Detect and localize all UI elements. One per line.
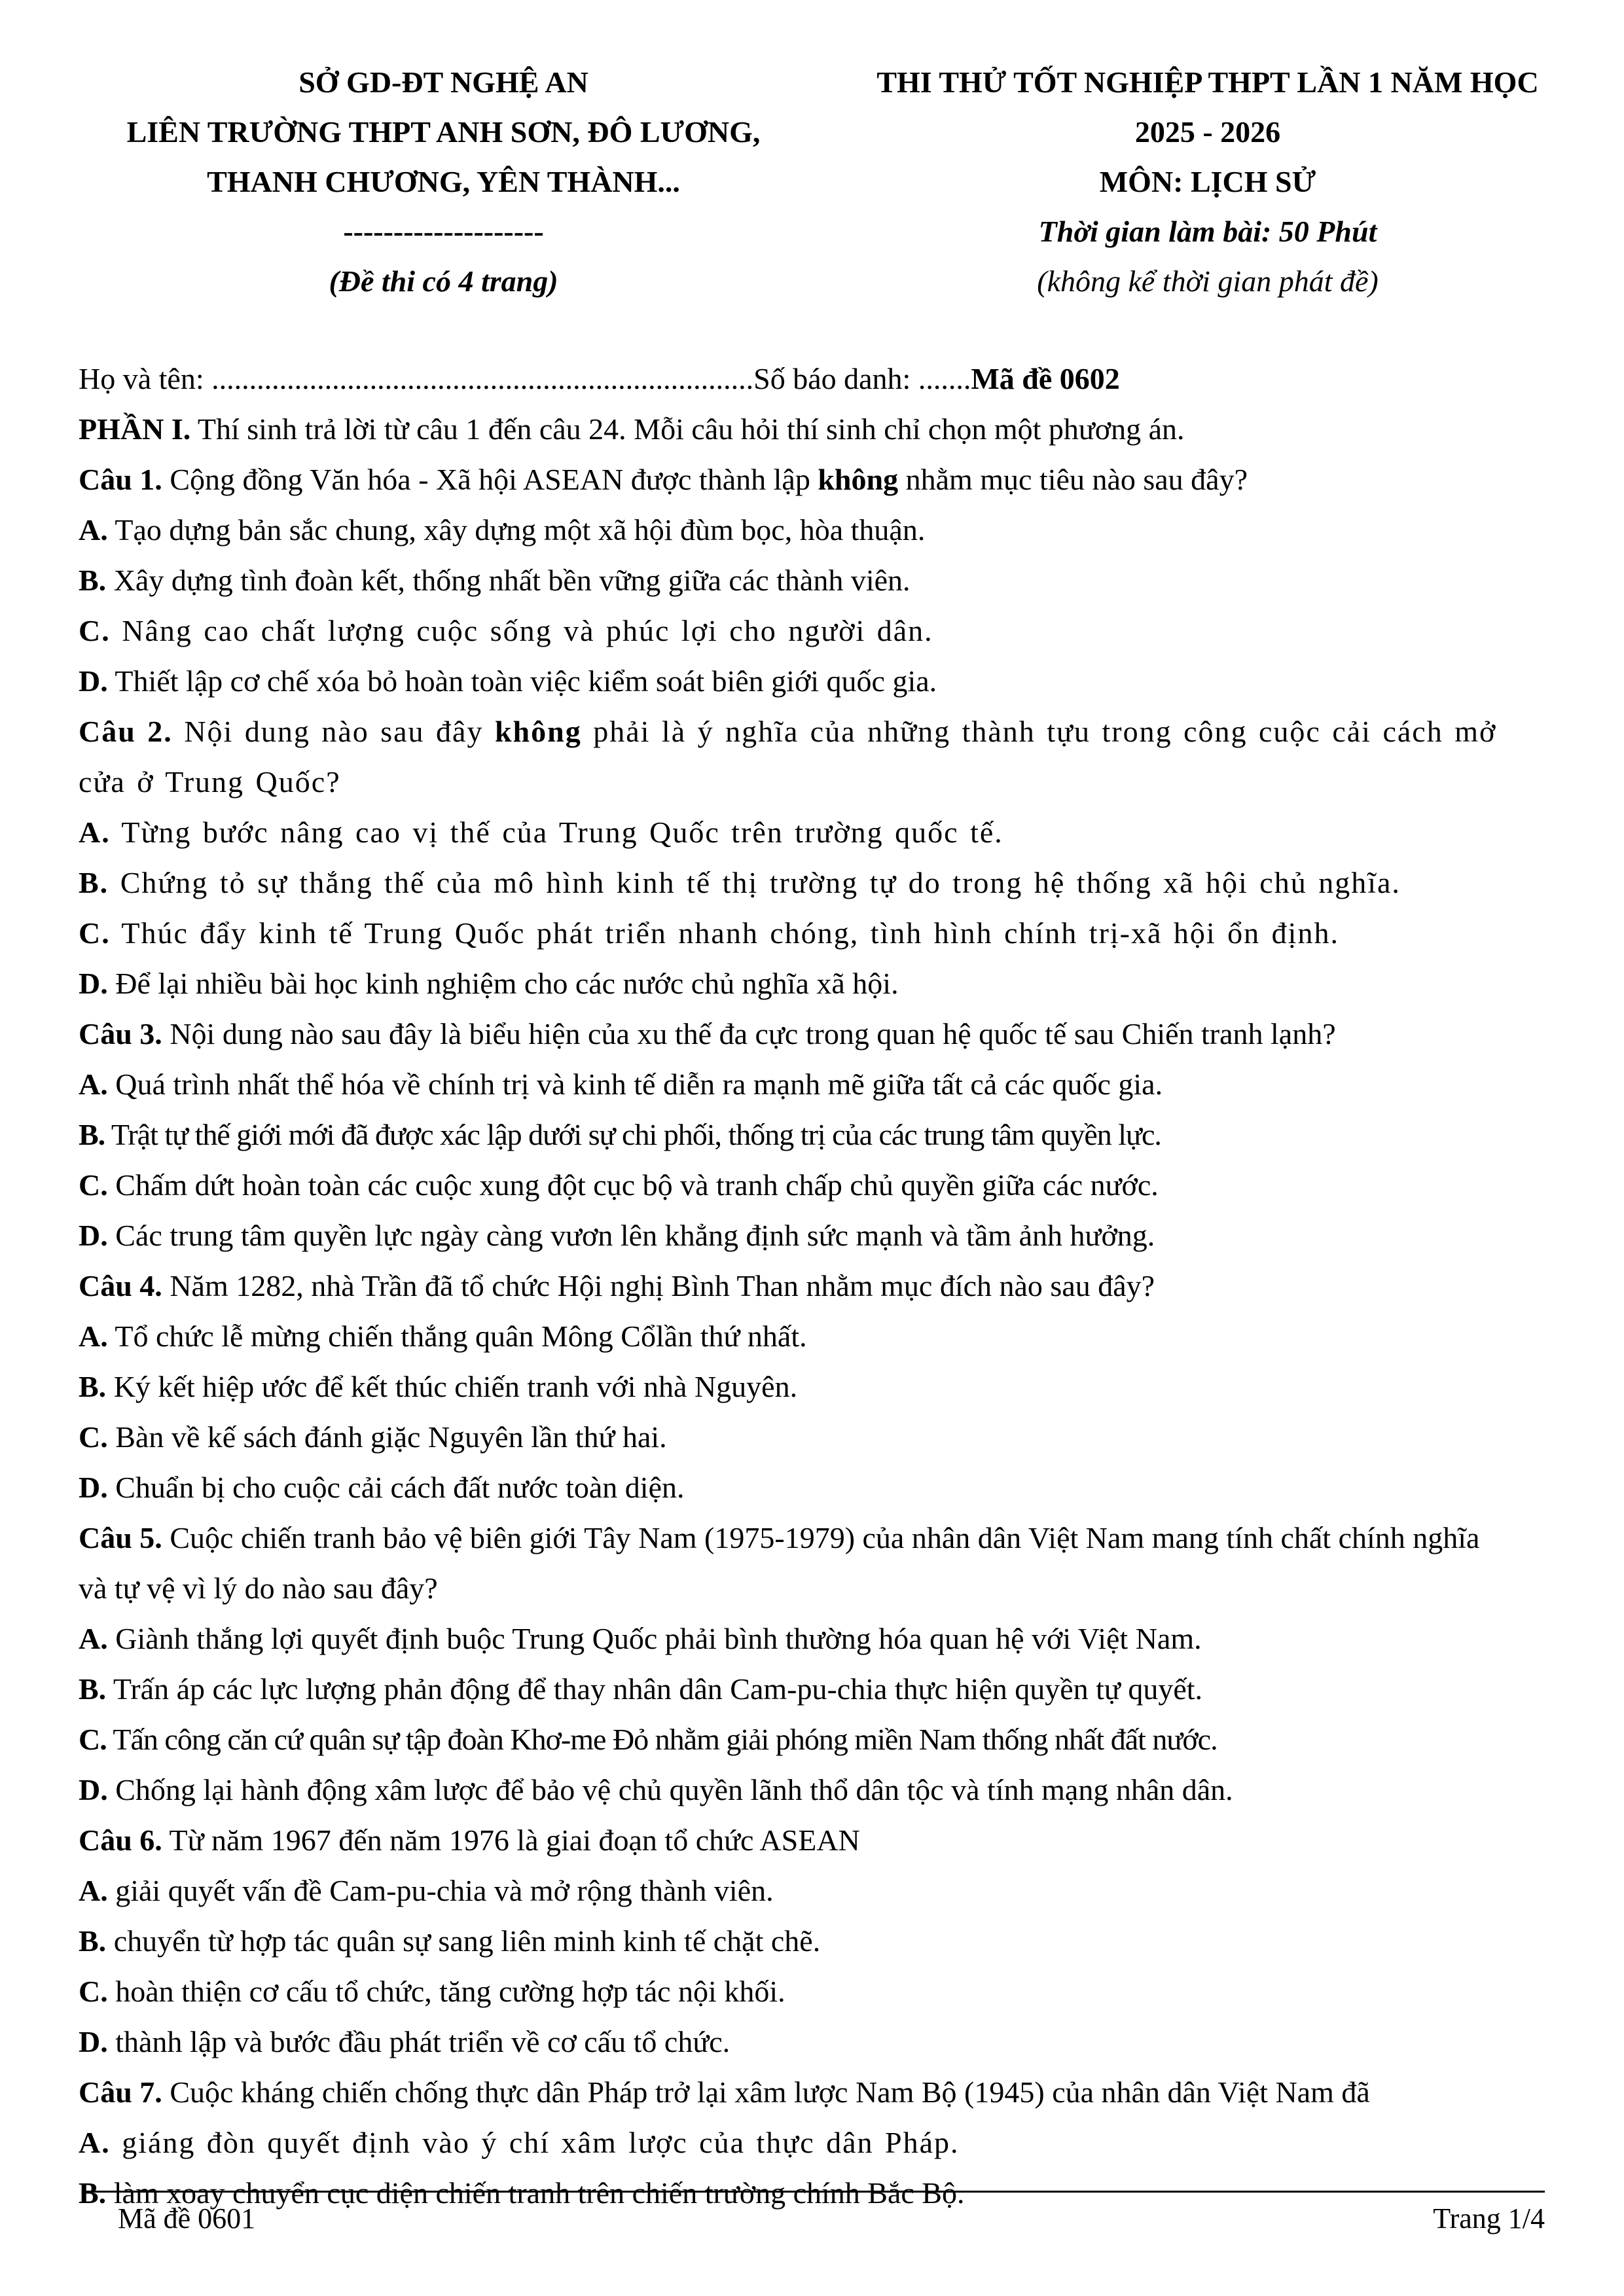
option-text: chuyển từ hợp tác quân sự sang liên minh kinh tế chặt chẽ.	[113, 1924, 821, 1958]
q2-option-a	[79, 807, 1578, 857]
option-text: Chứng tỏ sự thắng thế của mô hình kinh tế thị trường tự do trong hệ thống xã hội chủ nghĩa.	[120, 866, 1401, 899]
q7-option-a	[79, 2117, 1578, 2168]
question-text-cont: và tự vệ vì lý do nào sau đây?	[79, 1571, 438, 1605]
option-label: C.	[79, 916, 111, 950]
question-keyword: không	[494, 715, 582, 748]
option-label: A.	[79, 513, 108, 547]
separator-dashes: --------------------	[343, 215, 544, 248]
option-label: C.	[79, 1168, 108, 1202]
option-text: Trật tự thế giới mới đã được xác lập dưới sự chi phối, thống trị của các trung tâm quyền lực.	[111, 1118, 1161, 1151]
question-6	[79, 1815, 1578, 1865]
option-label: B.	[79, 1924, 107, 1958]
footer-divider	[82, 2191, 1545, 2193]
q6-option-b	[79, 1916, 1578, 1966]
option-text: Trấn áp các lực lượng phản động để thay nhân dân Cam-pu-chia thực hiện quyền tự quyết.	[113, 1672, 1203, 1706]
question-keyword: không	[818, 463, 899, 496]
option-label: D.	[79, 664, 108, 698]
candidate-id-label: Số báo danh: .......	[753, 362, 971, 395]
name-label: Họ và tên:	[79, 362, 212, 395]
q3-option-c	[79, 1160, 1578, 1210]
option-text: Nâng cao chất lượng cuộc sống và phúc lợi cho người dân.	[122, 614, 933, 647]
exam-code: Mã đề 0602	[971, 362, 1120, 395]
q1-option-c	[79, 605, 1578, 656]
q5-option-b	[79, 1664, 1578, 1714]
option-text: Chấm dứt hoàn toàn các cuộc xung đột cục bộ và tranh chấp chủ quyền giữa các nước.	[115, 1168, 1159, 1202]
q6-option-d	[79, 2017, 1578, 2067]
question-text: Cộng đồng Văn hóa - Xã hội ASEAN được thành lập	[162, 463, 818, 496]
q2-option-c	[79, 908, 1578, 958]
option-text: Tạo dựng bản sắc chung, xây dựng một xã hội đùm bọc, hòa thuận.	[115, 513, 926, 547]
question-label: Câu 2.	[79, 715, 173, 748]
subject: MÔN: LỊCH SỬ	[1099, 165, 1316, 198]
option-label: A.	[79, 1319, 108, 1353]
option-text: Giành thắng lợi quyết định buộc Trung Quốc phải bình thường hóa quan hệ với Việt Nam.	[115, 1622, 1202, 1655]
q1-option-d	[79, 656, 1578, 706]
option-label: D.	[79, 1219, 108, 1252]
option-label: A.	[79, 1874, 108, 1907]
school-year: 2025 - 2026	[1134, 115, 1281, 149]
option-text: Quá trình nhất thể hóa về chính trị và kinh tế diễn ra mạnh mẽ giữa tất cả các quốc gia.	[115, 1067, 1163, 1101]
question-7	[79, 2067, 1578, 2117]
part-instructions	[79, 404, 1578, 454]
question-5-cont	[79, 1563, 1578, 1613]
q1-option-a	[79, 505, 1578, 555]
question-2	[79, 706, 1578, 757]
option-label: A.	[79, 2126, 111, 2159]
question-text: Cuộc chiến tranh bảo vệ biên giới Tây Nam (1975-1979) của nhân dân Việt Nam mang tính chất chính nghĩa	[162, 1521, 1480, 1554]
footer-exam-code: Mã đề 0601	[118, 2202, 256, 2234]
name-dots: ........................................................................	[211, 362, 754, 395]
option-text: làm xoay chuyển cục diện chiến tranh trên chiến trường chính Bắc Bộ.	[113, 2176, 965, 2210]
q2-option-d	[79, 958, 1578, 1009]
q4-option-d	[79, 1462, 1578, 1513]
question-label: Câu 7.	[79, 2075, 162, 2109]
option-text: Các trung tâm quyền lực ngày càng vươn lên khẳng định sức mạnh và tầm ảnh hưởng.	[115, 1219, 1155, 1252]
question-label: Câu 5.	[79, 1521, 162, 1554]
question-2-cont	[79, 757, 1578, 807]
option-text: Chống lại hành động xâm lược để bảo vệ chủ quyền lãnh thổ dân tộc và tính mạng nhân dân.	[115, 1773, 1233, 1806]
q7-option-b	[79, 2168, 1578, 2218]
question-text-end: phải là ý nghĩa của những thành tựu trong công cuộc cải cách mở	[581, 715, 1497, 748]
question-text: Nội dung nào sau đây là biểu hiện của xu thế đa cực trong quan hệ quốc tế sau Chiến tranh lạnh?	[162, 1017, 1336, 1050]
question-label: Câu 6.	[79, 1823, 162, 1857]
q5-option-a	[79, 1613, 1578, 1664]
option-label: D.	[79, 967, 108, 1000]
question-label: Câu 3.	[79, 1017, 162, 1050]
option-text: thành lập và bước đầu phát triển về cơ cấu tổ chức.	[115, 2025, 731, 2058]
school-union-name-cont: THANH CHƯƠNG, YÊN THÀNH...	[207, 165, 680, 198]
option-text: giải quyết vấn đề Cam-pu-chia và mở rộng thành viên.	[115, 1874, 774, 1907]
option-label: B.	[79, 866, 109, 899]
exam-header	[0, 58, 1624, 306]
question-1	[79, 454, 1578, 505]
q4-option-a	[79, 1311, 1578, 1361]
option-text: Thiết lập cơ chế xóa bỏ hoàn toàn việc kiểm soát biên giới quốc gia.	[115, 664, 937, 698]
q5-option-d	[79, 1765, 1578, 1815]
school-union-name: LIÊN TRƯỜNG THPT ANH SƠN, ĐÔ LƯƠNG,	[126, 115, 761, 149]
page-count-note: (Đề thi có 4 trang)	[329, 264, 558, 298]
question-text-end: nhằm mục tiêu nào sau đây?	[898, 463, 1248, 496]
school-block	[82, 58, 805, 306]
question-label: Câu 1.	[79, 463, 162, 496]
question-3	[79, 1009, 1578, 1059]
option-text: giáng đòn quyết định vào ý chí xâm lược của thực dân Pháp.	[122, 2126, 960, 2159]
q4-option-c	[79, 1412, 1578, 1462]
option-label: A.	[79, 816, 111, 849]
option-label: B.	[79, 2176, 107, 2210]
q6-option-c	[79, 1966, 1578, 2017]
q4-option-b	[79, 1361, 1578, 1412]
question-text: Từ năm 1967 đến năm 1976 là giai đoạn tổ chức ASEAN	[162, 1823, 860, 1857]
option-label: B.	[79, 1672, 107, 1706]
option-label: D.	[79, 2025, 108, 2058]
footer-page-number: Trang 1/4	[1433, 2202, 1545, 2234]
question-text: Năm 1282, nhà Trần đã tổ chức Hội nghị Bình Than nhằm mục đích nào sau đây?	[162, 1269, 1155, 1302]
exam-body	[79, 353, 1578, 2218]
option-text: Ký kết hiệp ước để kết thúc chiến tranh với nhà Nguyên.	[113, 1370, 798, 1403]
option-label: C.	[79, 1975, 108, 2008]
option-label: C.	[79, 1723, 107, 1756]
q2-option-b	[79, 857, 1578, 908]
option-label: B.	[79, 1370, 107, 1403]
q6-option-a	[79, 1865, 1578, 1916]
q3-option-d	[79, 1210, 1578, 1261]
option-label: C.	[79, 1420, 108, 1454]
option-text: Tổ chức lễ mừng chiến thắng quân Mông Cổlần thứ nhất.	[115, 1319, 807, 1353]
exam-info-block	[831, 58, 1584, 306]
option-text: Thúc đẩy kinh tế Trung Quốc phát triển nhanh chóng, tình hình chính trị-xã hội ổn định.	[121, 916, 1339, 950]
option-text: Xây dựng tình đoàn kết, thống nhất bền vững giữa các thành viên.	[113, 564, 911, 597]
option-label: B.	[79, 1118, 105, 1151]
time-limit: Thời gian làm bài: 50 Phút	[1038, 215, 1377, 248]
part-label: PHẦN I.	[79, 412, 191, 446]
q1-option-b	[79, 555, 1578, 605]
option-text: Chuẩn bị cho cuộc cải cách đất nước toàn diện.	[115, 1471, 685, 1504]
option-label: B.	[79, 564, 107, 597]
q5-option-c	[79, 1714, 1578, 1765]
question-5	[79, 1513, 1578, 1563]
question-text-cont: cửa ở Trung Quốc?	[79, 765, 341, 798]
q3-option-b	[79, 1109, 1578, 1160]
candidate-info-line	[79, 353, 1578, 404]
option-text: Để lại nhiều bài học kinh nghiệm cho các nước chủ nghĩa xã hội.	[115, 967, 899, 1000]
option-text: hoàn thiện cơ cấu tổ chức, tăng cường hợp tác nội khối.	[115, 1975, 785, 2008]
question-label: Câu 4.	[79, 1269, 162, 1302]
option-text: Từng bước nâng cao vị thế của Trung Quốc trên trường quốc tế.	[121, 816, 1003, 849]
option-label: D.	[79, 1773, 108, 1806]
exam-title: THI THỬ TỐT NGHIỆP THPT LẦN 1 NĂM HỌC	[876, 65, 1539, 99]
option-label: C.	[79, 614, 111, 647]
option-text: Bàn về kế sách đánh giặc Nguyên lần thứ hai.	[115, 1420, 667, 1454]
time-note: (không kể thời gian phát đề)	[1037, 264, 1379, 298]
option-label: A.	[79, 1622, 108, 1655]
option-label: A.	[79, 1067, 108, 1101]
q3-option-a	[79, 1059, 1578, 1109]
question-4	[79, 1261, 1578, 1311]
question-text: Cuộc kháng chiến chống thực dân Pháp trở lại xâm lược Nam Bộ (1945) của nhân dân Việt Nam đã	[162, 2075, 1370, 2109]
question-text: Nội dung nào sau đây	[172, 715, 495, 748]
part-text: Thí sinh trả lời từ câu 1 đến câu 24. Mỗi câu hỏi thí sinh chỉ chọn một phương án.	[190, 412, 1185, 446]
department-name: SỞ GD-ĐT NGHỆ AN	[298, 65, 588, 99]
option-label: D.	[79, 1471, 108, 1504]
option-text: Tấn công căn cứ quân sự tập đoàn Khơ-me Đỏ nhằm giải phóng miền Nam thống nhất đất nước.	[113, 1723, 1218, 1756]
